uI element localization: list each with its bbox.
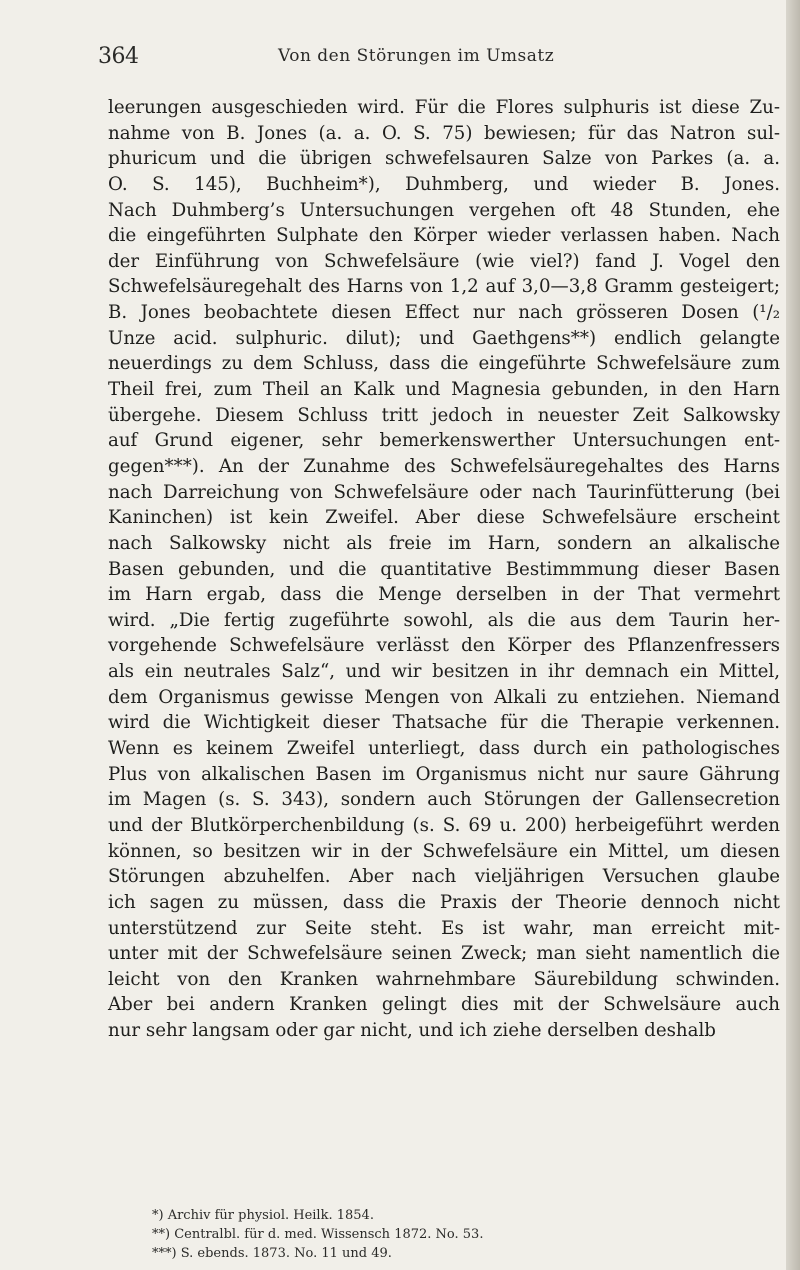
text-line: unterstützend zur Seite steht. Es ist wahr, man erreicht mit- <box>108 917 780 939</box>
page-number: 364 <box>98 44 139 69</box>
text-line: B. Jones beobachtete diesen Effect nur nach grösseren Dosen (¹/₂ <box>108 302 780 324</box>
text-line: phuricum und die übrigen schwefelsauren Salze von Parkes (a. a. <box>108 148 780 170</box>
text-line: O. S. 145), Buchheim*), Duhmberg, und wieder B. Jones. <box>108 173 780 195</box>
text-line: die eingeführten Sulphate den Körper wieder verlassen haben. Nach <box>108 225 780 247</box>
text-line: Nach Duhmberg’s Untersuchungen vergehen oft 48 Stunden, ehe <box>108 199 780 221</box>
text-line: Aber bei andern Kranken gelingt dies mit der Schwelsäure auch <box>108 994 780 1016</box>
text-line: im Magen (s. S. 343), sondern auch Störungen der Gallensecretion <box>108 789 780 811</box>
text-line: können, so besitzen wir in der Schwefelsäure ein Mittel, um diesen <box>108 840 780 862</box>
text-line: leerungen ausgeschieden wird. Für die Flores sulphuris ist diese Zu- <box>108 97 780 118</box>
footnote: ***) S. ebends. 1873. No. 11 und 49. <box>152 1246 392 1261</box>
text-line: übergehe. Diesem Schluss tritt jedoch in neuester Zeit Salkowsky <box>108 404 780 426</box>
body-text <box>108 95 780 1044</box>
text-line: Theil frei, zum Theil an Kalk und Magnesia gebunden, in den Harn <box>108 379 780 401</box>
text-line: im Harn ergab, dass die Menge derselben in der That vermehrt <box>108 584 780 606</box>
text-line: nach Darreichung von Schwefelsäure oder nach Taurinfütterung (bei <box>108 481 780 503</box>
text-line: Störungen abzuhelfen. Aber nach vieljährigen Versuchen glaube <box>108 866 780 888</box>
footnotes <box>152 1206 712 1263</box>
running-head: Von den Störungen im Umsatz <box>278 46 555 66</box>
text-line: nahme von B. Jones (a. a. O. S. 75) bewiesen; für das Natron sul- <box>108 122 780 144</box>
text-line: unter mit der Schwefelsäure seinen Zweck; man sieht namentlich die <box>108 943 780 965</box>
text-line: auf Grund eigener, sehr bemerkenswerther Untersuchungen ent- <box>108 430 780 452</box>
text-line: leicht von den Kranken wahrnehmbare Säurebildung schwinden. <box>108 968 780 990</box>
text-line: nur sehr langsam oder gar nicht, und ich ziehe derselben deshalb <box>108 1020 716 1042</box>
text-line: nach Salkowsky nicht als freie im Harn, sondern an alkalische <box>108 532 780 554</box>
text-line: Plus von alkalischen Basen im Organismus nicht nur saure Gährung <box>108 763 780 785</box>
text-line: neuerdings zu dem Schluss, dass die eingeführte Schwefelsäure zum <box>108 353 780 375</box>
text-line: ich sagen zu müssen, dass die Praxis der Theorie dennoch nicht <box>108 891 780 913</box>
page-edge <box>786 0 800 1270</box>
text-line: gegen***). An der Zunahme des Schwefelsäuregehaltes des Harns <box>108 455 780 477</box>
text-line: dem Organismus gewisse Mengen von Alkali zu entziehen. Niemand <box>108 686 780 708</box>
footnote: *) Archiv für physiol. Heilk. 1854. <box>152 1208 374 1223</box>
text-line: Kaninchen) ist kein Zweifel. Aber diese Schwefelsäure erscheint <box>108 507 780 529</box>
text-line: der Einführung von Schwefelsäure (wie viel?) fand J. Vogel den <box>108 250 780 272</box>
text-line: als ein neutrales Salz“, und wir besitzen in ihr demnach ein Mittel, <box>108 661 780 683</box>
text-line: Wenn es keinem Zweifel unterliegt, dass durch ein pathologisches <box>108 738 780 760</box>
footnote: **) Centralbl. für d. med. Wissensch 1872. No. 53. <box>152 1227 484 1242</box>
text-line: und der Blutkörperchenbildung (s. S. 69 u. 200) herbeigeführt werden <box>108 814 780 836</box>
text-line: vorgehende Schwefelsäure verlässt den Körper des Pflanzenfressers <box>108 635 780 657</box>
text-line: Basen gebunden, und die quantitative Bestimmmung dieser Basen <box>108 558 780 580</box>
page-header <box>98 40 716 80</box>
text-line: Schwefelsäuregehalt des Harns von 1,2 auf 3,0—3,8 Gramm gesteigert; <box>108 276 780 298</box>
text-line: wird die Wichtigkeit dieser Thatsache für die Therapie verkennen. <box>108 712 780 734</box>
text-line: wird. „Die fertig zugeführte sowohl, als die aus dem Taurin her- <box>108 609 780 631</box>
text-line: Unze acid. sulphuric. dilut); und Gaethgens**) endlich gelangte <box>108 327 780 349</box>
